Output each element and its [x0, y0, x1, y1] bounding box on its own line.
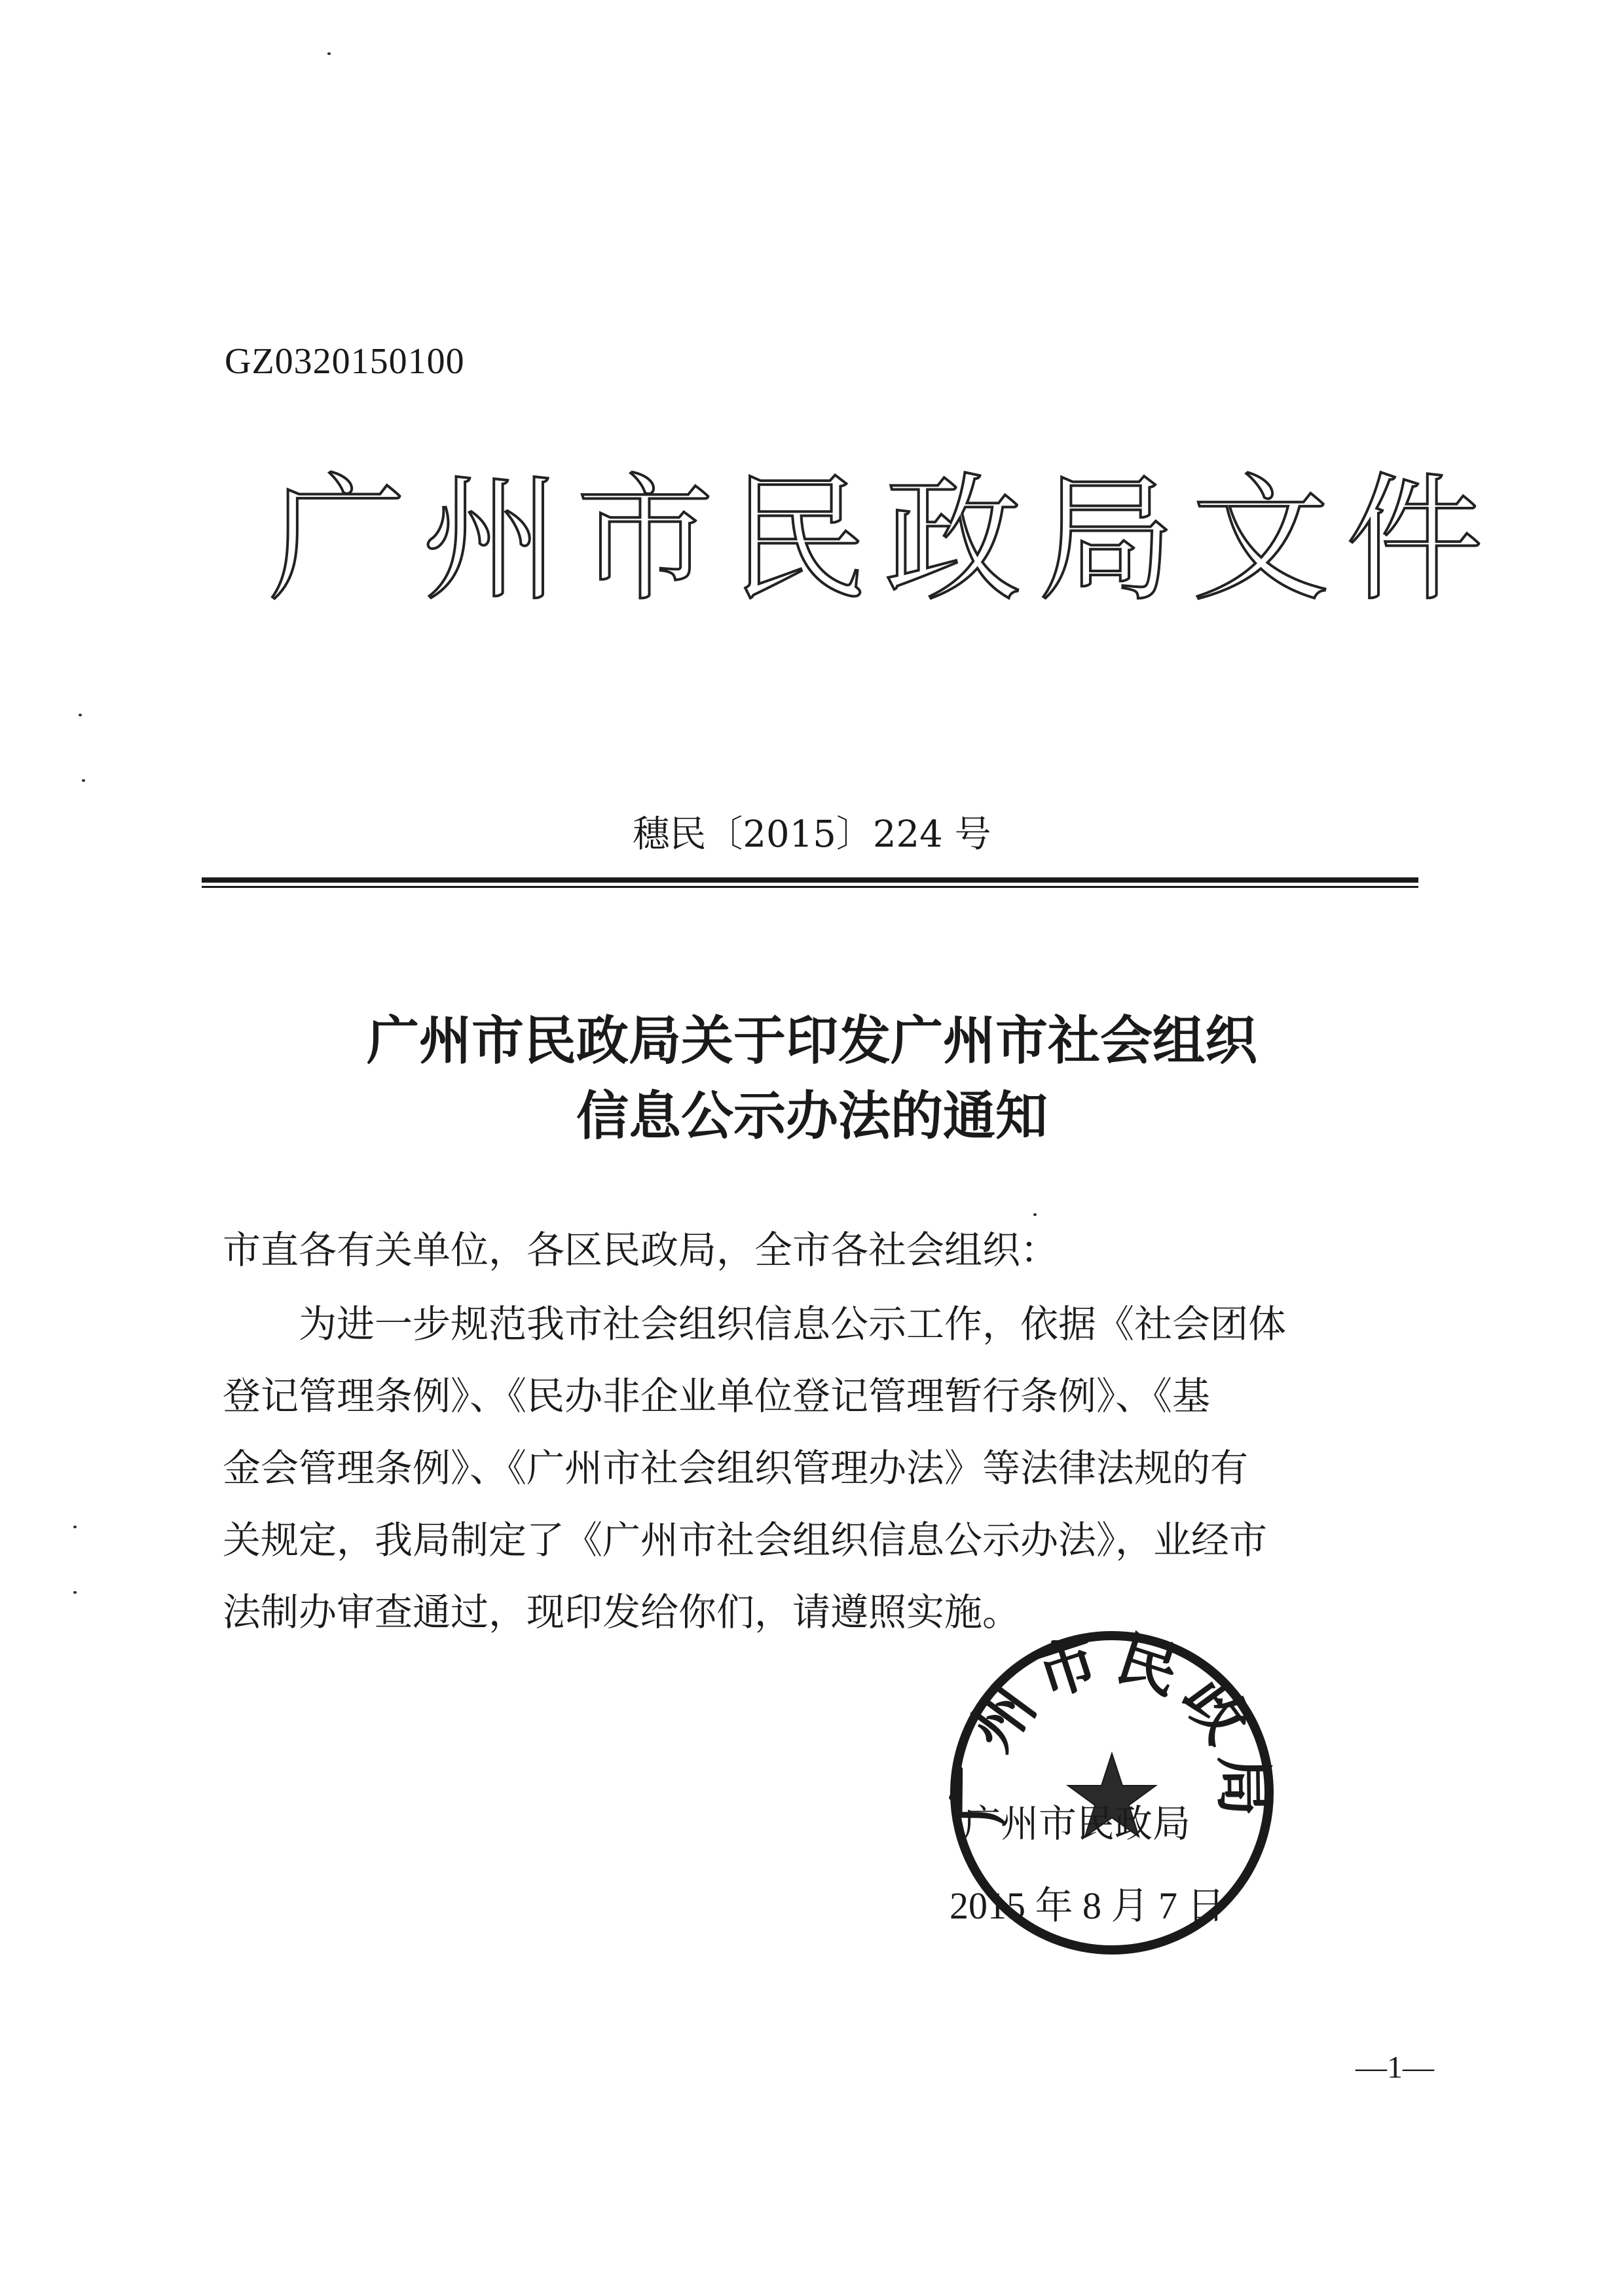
- body-line: 为进一步规范我市社会组织信息公示工作，依据《社会团体: [223, 1302, 1287, 1346]
- issuer-header: 广州市民政局文件: [268, 460, 1500, 620]
- scan-speck: [327, 52, 331, 55]
- body-line: 关规定，我局制定了《广州市社会组织信息公示办法》，业经市: [223, 1518, 1268, 1562]
- signing-date: 2015 年 8 月 7 日: [950, 1884, 1225, 1927]
- signer-name: 广州市民政局: [963, 1801, 1191, 1846]
- scan-speck: [1033, 1213, 1037, 1216]
- document-title-line-1: 广州市民政局关于印发广州市社会组织: [367, 1010, 1257, 1071]
- document-title-line-2: 信息公示办法的通知: [576, 1086, 1048, 1147]
- header-divider-thin: [202, 886, 1418, 888]
- page-number: —1—: [1356, 2050, 1434, 2085]
- document-code: GZ0320150100: [225, 341, 465, 382]
- scan-speck: [73, 1526, 77, 1528]
- scan-speck: [82, 779, 85, 782]
- document-number: 穗民〔2015〕224 号: [633, 813, 991, 856]
- header-divider-thick: [202, 877, 1418, 883]
- svg-text:广州市民政局: 广州市民政局: [944, 1623, 1280, 1826]
- body-line: 法制办审查通过，现印发给你们，请遵照实施。: [223, 1590, 1021, 1634]
- scan-speck: [79, 714, 82, 716]
- body-line: 金会管理条例》、《广州市社会组织管理办法》等法律法规的有: [223, 1446, 1249, 1490]
- body-line: 登记管理条例》、《民办非企业单位登记管理暂行条例》、《基: [223, 1374, 1211, 1418]
- scan-speck: [73, 1591, 77, 1594]
- addressee: 市直各有关单位，各区民政局，全市各社会组织：: [223, 1228, 1059, 1272]
